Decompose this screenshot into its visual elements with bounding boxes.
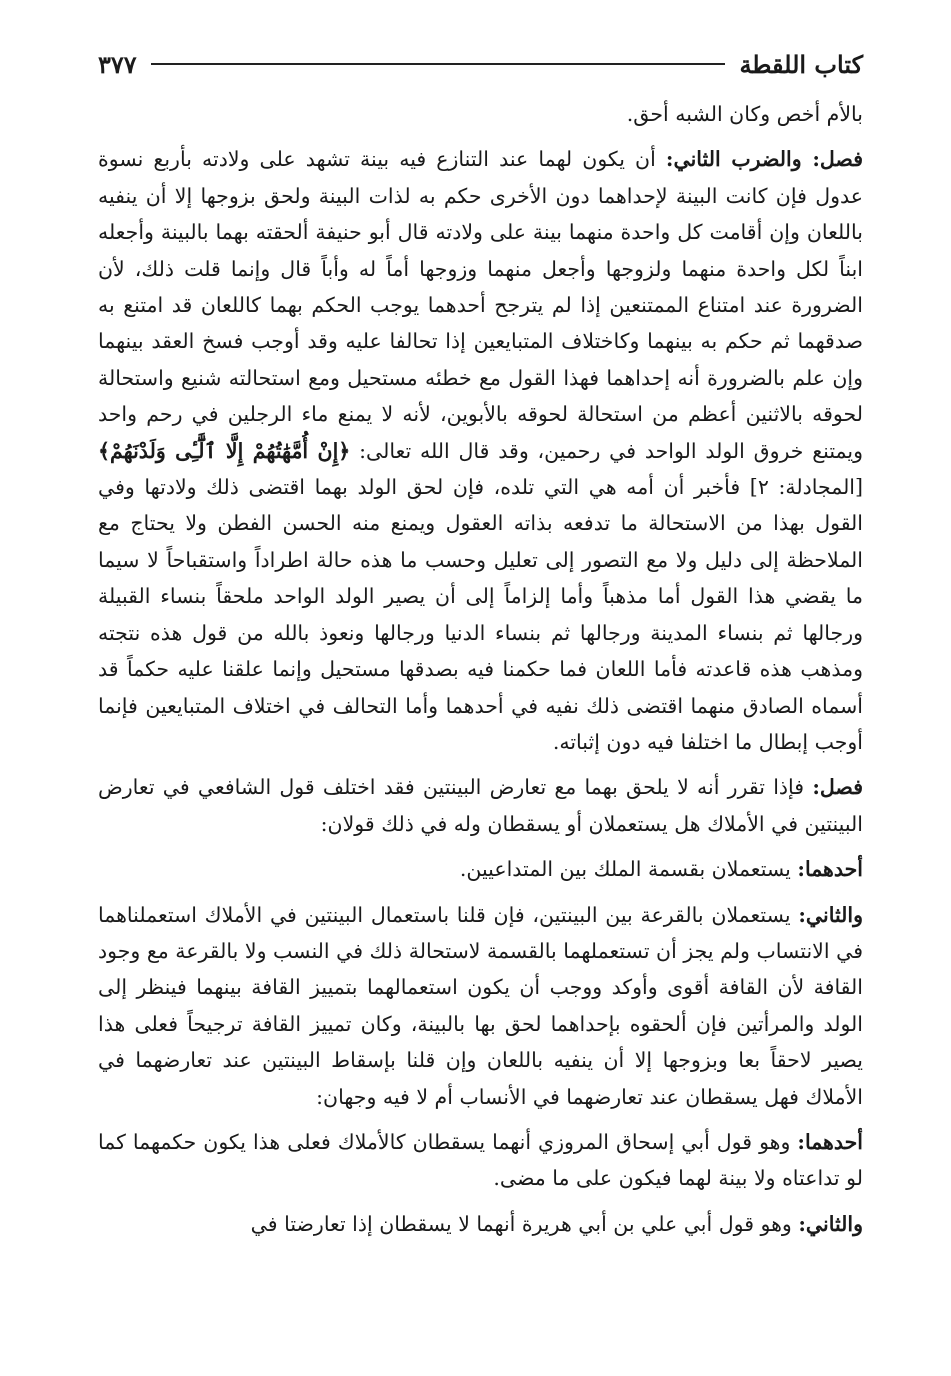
paragraph-6 (98, 1124, 863, 1197)
paragraph-text: وهو قول أبي إسحاق المروزي أنهما يسقطان كالأملاك فعلى هذا يكون حكمهما كما لو تداعتاه ولا بينة لهما فيكون على ما مضى. (98, 1129, 863, 1191)
page-number: ٣٧٧ (98, 49, 137, 79)
header-rule (151, 63, 726, 65)
paragraph-lead: فصل: (812, 775, 863, 800)
paragraph-5 (98, 897, 863, 1115)
paragraph-3 (98, 769, 863, 842)
page-header (98, 44, 863, 84)
paragraph-text-continued: [المجادلة: ٢] فأخبر أن أمه هي التي تلده، فإن لحق الولد بهما اقتضى ذلك ولادتها وفي القول بهذا من الاستحالة ما تدفعه بذاته العقول ويمنع منه الحسن الفطن ولا يحتاج مع الملاحظة إلى دليل ولا مع التصور إلى تعليل وحسب ما هذه حالة اطراداً واستقباحاً لا سيما ما يقضي هذا القول أما مذهباً وأما إلزاماً إلى أن يصير الولد الواحد ملحقاً بنساء القبيلة ورجالها ثم بنساء المدينة ورجالها ثم بنساء الدنيا ورجالها ونعوذ بالله من قول هذه نتجته ومذهب هذه قاعدته فأما اللعان فما حكمنا فيه بصدقها مستحيل وإنما علقنا عليه حكماً قد أسماه الصادق منهما اقتضى ذلك نفيه في أحدهما وأما التحالف في اختلاف المتبايعين فإنما أوجب إبطال ما اختلفا فيه دون إثباته. (98, 475, 864, 754)
paragraph-lead: فصل: والضرب الثاني: (665, 147, 864, 172)
quran-verse: ﴿إِنْ أُمَّهَٰتُهُمْ إِلَّا ٱلَّٰٓـِٔى وَلَدْنَهُمْ﴾ (98, 438, 351, 463)
book-title: كتاب اللقطة (739, 49, 863, 79)
paragraph-2 (98, 141, 863, 760)
paragraph-text: بالأم أخص وكان الشبه أحق. (626, 102, 863, 126)
paragraph-lead: والثاني: (798, 1211, 863, 1236)
paragraph-lead: أحدهما: (797, 1129, 863, 1154)
paragraph-text: وهو قول أبي علي بن أبي هريرة أنهما لا يسقطان إذا تعارضتا في (250, 1211, 799, 1236)
paragraph-lead: والثاني: (798, 902, 863, 927)
paragraph-text: أن يكون لهما عند التنازع فيه بينة تشهد على ولادته بأربع نسوة عدول فإن كانت البينة لإحداهما دون الأخرى حكم به لذات البينة ولحق بزوجها إلا أن ينفيه باللعان وإن أقامت كل واحدة منهما بينة على ولادته قال أبو حنيفة ألحقته بهما بالبينة وأجعله ابناً لكل واحدة منهما ولزوجها وأجعل منهما وزوجها أماً له وأباً قال وإنما قلت ذلك، لأن الضرورة عند امتناع الممتنعين إذا لم يترجح أحدهما يوجب الحكم بهما كاللعان قد امتنع به صدقهما ثم حكم به بينهما وكاختلاف المتبايعين إذا تحالفا عليه وقد أوجب فسخ العقد بينهما وإن علم بالضرورة أنه إحداهما فهذا القول مع خطئه مستحيل ومع استحالته شنيع واستحالة لحوقه بالاثنين أعظم من استحالة لحوقه بالأبوين، لأنه لا يمنع ماء الرجلين في رحم واحد ويمتنع خروق الولد الواحد في رحمين، وقد قال الله تعالى: (98, 147, 864, 463)
paragraph-text: يستعملان بالقرعة بين البينتين، فإن قلنا باستعمال البينتين في الأملاك استعملناهما في الانتساب ولم يجز أن تستعملهما بالقسمة لاستحالة ذلك في النسب ولا بالقرعة مع وجود القافة لأن القافة أقوى وأوكد ووجب أن يكون استعمالهما بتمييز القافة بينهما فينظر إلى الولد والمرأتين فإن ألحقوه بإحداهما لحق بها بالبينة، وكان تمييز القافة ترجيحاً فعلى هذا يصير لاحقاً بعا وبزوجها إلا أن ينفيه باللعان وإن قلنا بإسقاط البينتين عند تعارضهما في الأملاك فهل يسقطان عند تعارضهما في الأنساب أم لا فيه وجهان: (98, 902, 863, 1109)
paragraph-lead: أحدهما: (797, 857, 863, 882)
paragraph-7 (98, 1206, 863, 1242)
page-body (98, 96, 863, 1242)
paragraph-4 (98, 851, 863, 887)
paragraph-1 (98, 96, 863, 132)
paragraph-text: يستعملان بقسمة الملك بين المتداعيين. (459, 857, 798, 882)
paragraph-text: فإذا تقرر أنه لا يلحق بهما مع تعارض البينتين فقد اختلف قول الشافعي في تعارض البينتين في الأملاك هل يستعملان أو يسقطان وله في ذلك قولان: (98, 775, 863, 836)
